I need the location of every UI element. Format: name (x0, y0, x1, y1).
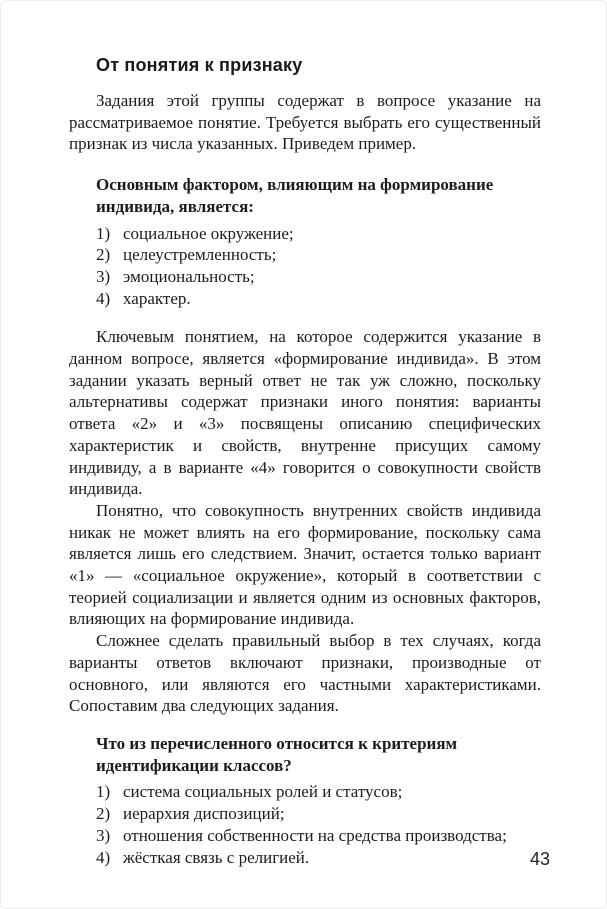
option-number: 4) (96, 288, 111, 308)
option-number: 1) (96, 223, 111, 243)
option-text: система социальных ролей и статусов; (123, 782, 403, 802)
option-text: иерархия диспозиций; (123, 804, 285, 824)
option-text: характер. (123, 288, 191, 308)
text-column (69, 55, 541, 868)
option-text: отношения собственности на средства производства; (123, 825, 507, 845)
paragraph-analysis-3: Сложнее сделать правильный выбор в тех случаях, когда варианты ответов включают признаки, производные от основного, или являются его частными характеристиками. Сопоставим два следующих задания. (69, 631, 541, 716)
answer-options-1 (96, 223, 541, 310)
option-number: 4) (96, 847, 111, 867)
option-number: 2) (96, 804, 111, 824)
option-text: жёсткая связь с религией. (123, 847, 310, 867)
option-number: 3) (96, 825, 111, 845)
section-heading: От понятия к признаку (96, 55, 303, 75)
option-item (96, 288, 541, 310)
option-text: эмоциональность; (123, 266, 255, 286)
option-number: 3) (96, 266, 111, 286)
option-text: целеустремленность; (123, 245, 277, 265)
option-item (96, 781, 541, 803)
option-item (96, 825, 541, 847)
option-number: 1) (96, 782, 111, 802)
example-question-1: Основным фактором, влияющим на формирование индивида, является: (96, 175, 494, 216)
page-number: 43 (530, 849, 551, 869)
paragraph-intro: Задания этой группы содержат в вопросе указание на рассматриваемое понятие. Требуется выбрать его существенный признак из числа указанных. Приведем пример. (69, 91, 541, 154)
option-item (96, 847, 541, 869)
option-number: 2) (96, 245, 111, 265)
option-item (96, 244, 541, 266)
paragraph-analysis-2: Понятно, что совокупность внутренних свойств индивида никак не может влиять на его формирование, поскольку сама является лишь его следствием. Значит, остается только вариант «1» — «социальное окружение», который в соответствии с теорией социализации и является одним из основных факторов, влияющих на формирование индивида. (69, 500, 541, 629)
paragraph-analysis-1: Ключевым понятием, на которое содержится указание в данном вопросе, является «формирование индивида». В этом задании указать верный ответ не так уж сложно, поскольку альтернативы содержат признаки иного понятия: варианты ответа «2» и «3» посвящены описанию специфических характеристик и свойств, внутренне присущих самому индивиду, а в варианте «4» говорится о совокупности свойств индивида. (69, 327, 541, 499)
option-item (96, 803, 541, 825)
option-item (96, 223, 541, 245)
option-text: социальное окружение; (123, 223, 294, 243)
option-item (96, 266, 541, 288)
example-question-2: Что из перечисленного относится к критериям идентификации классов? (96, 733, 458, 775)
answer-options-2 (96, 781, 541, 868)
